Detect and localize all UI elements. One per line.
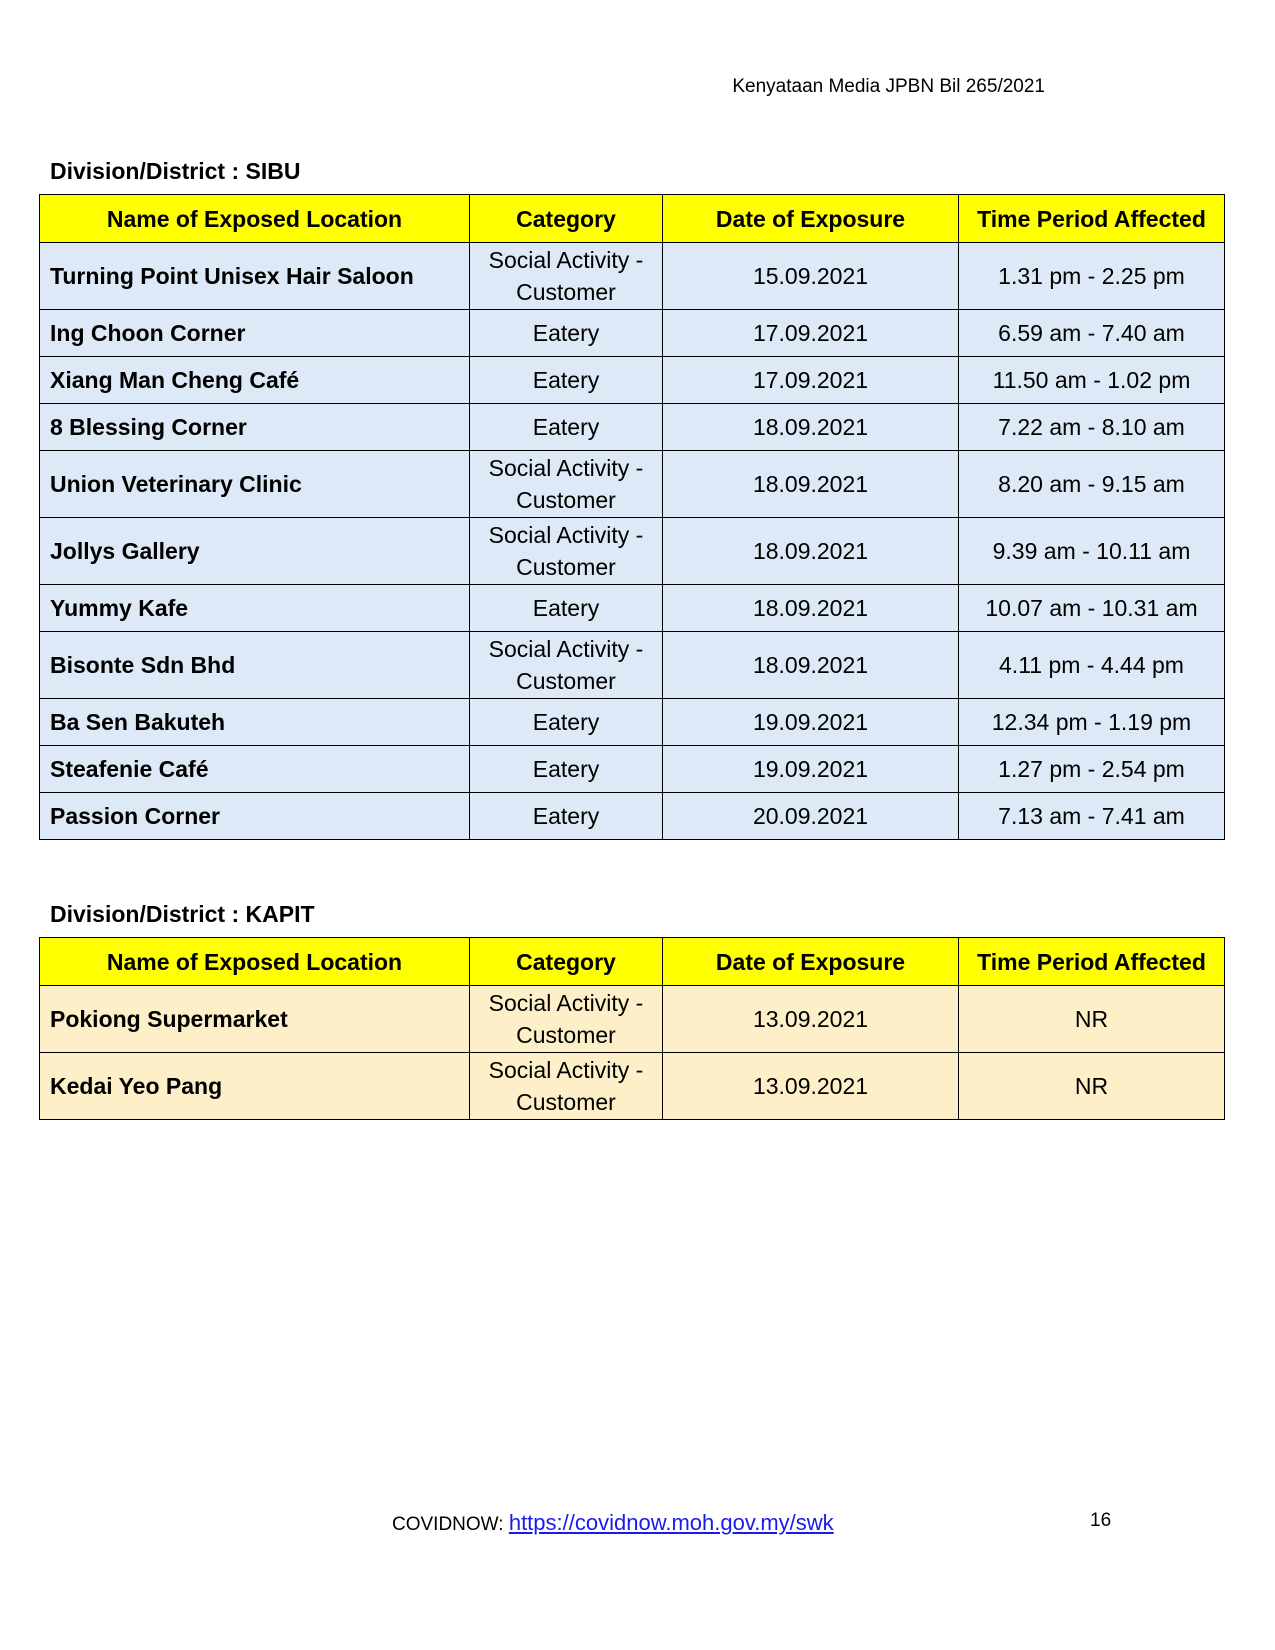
cell-location-name: Xiang Man Cheng Café: [40, 357, 470, 404]
column-header-name: Name of Exposed Location: [40, 938, 470, 986]
footer: [392, 1510, 834, 1536]
cell-location-name: Ing Choon Corner: [40, 310, 470, 357]
column-header-category: Category: [470, 938, 663, 986]
cell-date: 18.09.2021: [663, 632, 959, 699]
table-header-row: [40, 938, 1225, 986]
cell-time-period: 11.50 am - 1.02 pm: [959, 357, 1225, 404]
table-row: [40, 357, 1225, 404]
cell-location-name: Jollys Gallery: [40, 518, 470, 585]
cell-location-name: 8 Blessing Corner: [40, 404, 470, 451]
cell-date: 13.09.2021: [663, 986, 959, 1053]
cell-date: 18.09.2021: [663, 585, 959, 632]
cell-time-period: 1.31 pm - 2.25 pm: [959, 243, 1225, 310]
cell-location-name: Turning Point Unisex Hair Saloon: [40, 243, 470, 310]
cell-category: Eatery: [470, 746, 663, 793]
column-header-category: Category: [470, 195, 663, 243]
page-number: 16: [1090, 1510, 1112, 1531]
cell-category: Social Activity - Customer: [470, 451, 663, 518]
cell-category: Eatery: [470, 585, 663, 632]
column-header-date: Date of Exposure: [663, 195, 959, 243]
cell-category: Eatery: [470, 357, 663, 404]
cell-date: 20.09.2021: [663, 793, 959, 840]
column-header-name: Name of Exposed Location: [40, 195, 470, 243]
cell-category: Eatery: [470, 310, 663, 357]
cell-time-period: 8.20 am - 9.15 am: [959, 451, 1225, 518]
table-row: [40, 1053, 1225, 1120]
cell-location-name: Union Veterinary Clinic: [40, 451, 470, 518]
cell-category: Eatery: [470, 793, 663, 840]
cell-time-period: 4.11 pm - 4.44 pm: [959, 632, 1225, 699]
table-row: [40, 243, 1225, 310]
table-row: [40, 404, 1225, 451]
cell-time-period: 6.59 am - 7.40 am: [959, 310, 1225, 357]
exposure-table-kapit: [39, 937, 1225, 1120]
table-row: [40, 793, 1225, 840]
cell-location-name: Ba Sen Bakuteh: [40, 699, 470, 746]
cell-date: 19.09.2021: [663, 699, 959, 746]
cell-time-period: NR: [959, 1053, 1225, 1120]
table-row: [40, 585, 1225, 632]
exposure-table-sibu: [39, 194, 1225, 840]
cell-date: 18.09.2021: [663, 451, 959, 518]
cell-location-name: Bisonte Sdn Bhd: [40, 632, 470, 699]
cell-time-period: 7.13 am - 7.41 am: [959, 793, 1225, 840]
cell-category: Social Activity - Customer: [470, 518, 663, 585]
table-row: [40, 451, 1225, 518]
cell-category: Social Activity - Customer: [470, 632, 663, 699]
district-title-sibu: Division/District : SIBU: [50, 158, 301, 184]
cell-time-period: 9.39 am - 10.11 am: [959, 518, 1225, 585]
table-row: [40, 986, 1225, 1053]
table-row: [40, 518, 1225, 585]
column-header-date: Date of Exposure: [663, 938, 959, 986]
cell-location-name: Yummy Kafe: [40, 585, 470, 632]
table-header-row: [40, 195, 1225, 243]
cell-time-period: NR: [959, 986, 1225, 1053]
cell-location-name: Passion Corner: [40, 793, 470, 840]
document-reference: Kenyataan Media JPBN Bil 265/2021: [732, 76, 1045, 97]
cell-time-period: 12.34 pm - 1.19 pm: [959, 699, 1225, 746]
table-row: [40, 746, 1225, 793]
cell-date: 18.09.2021: [663, 518, 959, 585]
cell-time-period: 10.07 am - 10.31 am: [959, 585, 1225, 632]
table-row: [40, 310, 1225, 357]
table-row: [40, 699, 1225, 746]
table-body-sibu: [40, 243, 1225, 840]
cell-date: 15.09.2021: [663, 243, 959, 310]
cell-date: 13.09.2021: [663, 1053, 959, 1120]
cell-category: Social Activity - Customer: [470, 986, 663, 1053]
cell-location-name: Kedai Yeo Pang: [40, 1053, 470, 1120]
cell-category: Social Activity - Customer: [470, 1053, 663, 1120]
cell-time-period: 1.27 pm - 2.54 pm: [959, 746, 1225, 793]
column-header-time: Time Period Affected: [959, 195, 1225, 243]
cell-location-name: Pokiong Supermarket: [40, 986, 470, 1053]
cell-category: Eatery: [470, 404, 663, 451]
cell-date: 17.09.2021: [663, 357, 959, 404]
district-title-kapit: Division/District : KAPIT: [50, 901, 315, 927]
cell-date: 18.09.2021: [663, 404, 959, 451]
table-body-kapit: [40, 986, 1225, 1120]
cell-date: 19.09.2021: [663, 746, 959, 793]
cell-category: Eatery: [470, 699, 663, 746]
footer-label: COVIDNOW:: [392, 1514, 509, 1535]
cell-time-period: 7.22 am - 8.10 am: [959, 404, 1225, 451]
cell-category: Social Activity - Customer: [470, 243, 663, 310]
table-row: [40, 632, 1225, 699]
cell-date: 17.09.2021: [663, 310, 959, 357]
cell-location-name: Steafenie Café: [40, 746, 470, 793]
covidnow-link[interactable]: https://covidnow.moh.gov.my/swk: [508, 1510, 834, 1535]
column-header-time: Time Period Affected: [959, 938, 1225, 986]
